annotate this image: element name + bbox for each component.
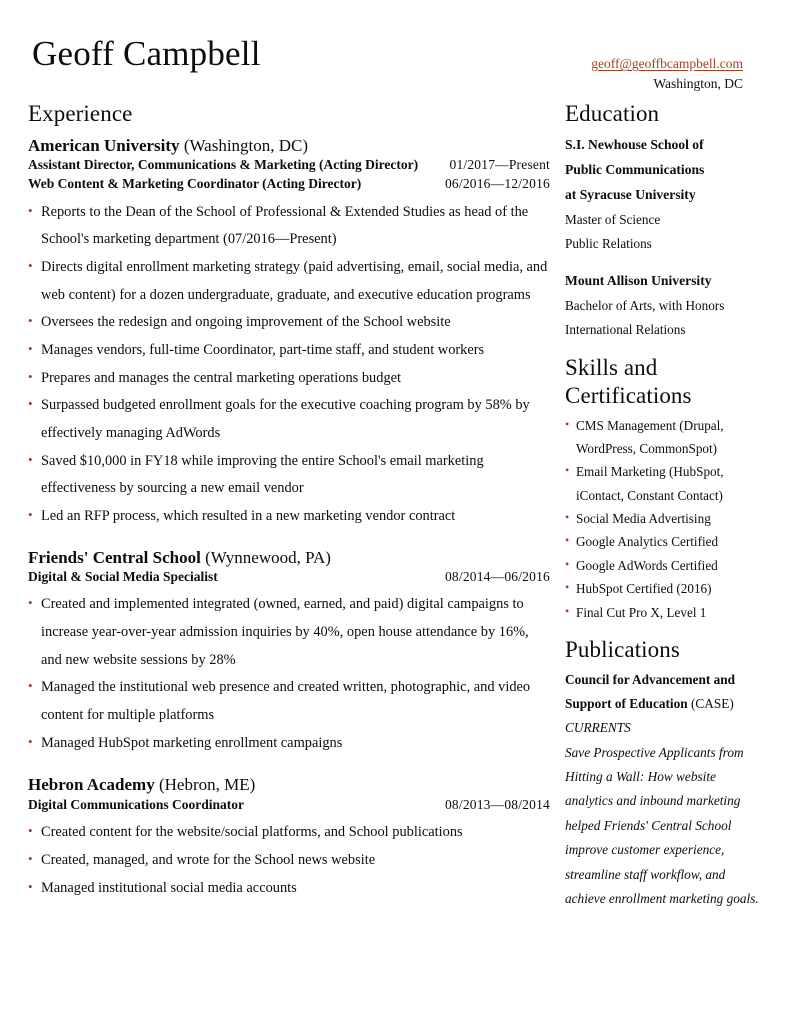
email-link[interactable]: geoff@geoffbcampbell.com [591,56,743,71]
education-entry-syracuse [565,132,760,256]
job-role-row [28,796,550,815]
job-org-location: (Wynnewood, PA) [205,547,331,567]
list-item: • Social Media Advertising [565,507,760,530]
publication-org-name: Council for Advancement and Support of Education [565,671,736,712]
section-title-publications: Publications [565,636,680,662]
skills-list [565,414,760,624]
education-field: International Relations [565,321,686,337]
job-organization [28,135,552,156]
list-item: • Prepares and manages the central marketing operations budget [28,365,552,393]
education-field: Public Relations [565,235,652,251]
job-org-location: (Hebron, ME) [158,775,256,795]
publications-section [565,636,760,912]
job-role-row [28,175,550,194]
job-bullet-list [28,591,552,757]
job-role-dates: 08/2013—08/2014 [444,796,550,812]
job-org-location: (Washington, DC) [183,136,309,156]
list-item: • Managed institutional social media accounts [28,875,552,903]
job-role-title: Digital & Social Media Specialist [28,568,218,584]
job-role-row [28,156,550,175]
job-role-title: Web Content & Marketing Coordinator (Acting Director) [28,176,362,191]
job-role-row [28,568,550,587]
job-organization [28,774,552,795]
list-item: • Created, managed, and wrote for the School news website [28,847,552,875]
spacer [565,256,760,268]
job-org-name: American University [28,136,180,156]
education-degree: Bachelor of Arts, with Honors [565,297,725,313]
list-item: • Email Marketing (HubSpot, iContact, Constant Contact) [565,460,760,507]
page-title: Geoff Campbell [32,34,261,73]
list-item: • Created and implemented integrated (owned, earned, and paid) digital campaigns to increase year-over-year admission inquiries by 40%, open house attendance by 16%, and new website sessions by 28% [28,591,552,674]
job-role-title: Assistant Director, Communications & Marketing (Acting Director) [28,157,419,173]
list-item: • Led an RFP process, which resulted in a new marketing vendor contract [28,503,552,531]
publication-journal: CURRENTS [565,720,631,736]
list-item: • Directs digital enrollment marketing strategy (paid advertising, email, social media, and web content) for a dozen undergraduate, graduate, and executive education programs [28,254,552,309]
list-item: • Reports to the Dean of the School of Professional & Extended Studies as head of the School's marketing department (07/2016—Present) [28,199,552,254]
list-item: • Manages vendors, full-time Coordinator, part-time staff, and student workers [28,337,552,365]
education-degree: Master of Science [565,211,661,227]
job-entry-friends-central-school [28,547,552,758]
skills-section [565,354,760,623]
education-section [565,100,760,342]
list-item: • CMS Management (Drupal, WordPress, CommonSpot) [565,414,760,461]
job-org-name: Friends' Central School [28,547,201,567]
side-column [565,100,760,924]
contact-info [483,54,743,93]
education-school-line: Public Communications [565,162,705,178]
list-item: • Managed HubSpot marketing enrollment campaigns [28,730,552,758]
publication-article-title: Save Prospective Applicants from Hitting a Wall: How website analytics and inbound marketing helped Friends' Central School improve customer experience, streamline staff workflow, and achieve enrollment marketing goals. [565,744,759,907]
education-school-line: S.I. Newhouse School of [565,137,704,153]
education-entry-mount-allison [565,268,760,342]
section-title-skills: Skills and Certifications [565,355,692,408]
job-role-dates: 08/2014—06/2016 [444,568,550,584]
job-bullet-list [28,819,552,902]
publication-org-abbr: (CASE) [691,696,734,712]
resume-body [0,100,791,1023]
list-item: • Created content for the website/social platforms, and School publications [28,819,552,847]
resume-header [0,0,791,100]
education-school-line: Mount Allison University [565,273,712,289]
job-role-title: Digital Communications Coordinator [28,796,244,812]
list-item: • Surpassed budgeted enrollment goals for the executive coaching program by 58% by effectively managing AdWords [28,392,552,447]
list-item: • Final Cut Pro X, Level 1 [565,601,760,624]
section-title-education: Education [565,101,660,126]
main-column [28,100,552,919]
list-item: • HubSpot Certified (2016) [565,577,760,600]
list-item: • Google Analytics Certified [565,530,760,553]
publication-organization [565,668,760,716]
job-entry-american-university [28,135,552,530]
section-title-experience: Experience [28,101,133,126]
job-org-name: Hebron Academy [28,775,155,795]
education-school-line: at Syracuse University [565,187,696,203]
job-role-dates: 01/2017—Present [449,157,550,173]
list-item: • Oversees the redesign and ongoing improvement of the School website [28,309,552,337]
job-bullet-list [28,199,552,531]
list-item: • Managed the institutional web presence and created written, photographic, and video content for multiple platforms [28,674,552,729]
job-organization [28,547,552,568]
job-entry-hebron-academy [28,774,552,902]
location-text: Washington, DC [653,75,743,91]
list-item: • Google AdWords Certified [565,554,760,577]
job-role-dates: 06/2016—12/2016 [444,176,550,191]
list-item: • Saved $10,000 in FY18 while improving the entire School's email marketing effectiveness by sourcing a new email vendor [28,448,552,503]
